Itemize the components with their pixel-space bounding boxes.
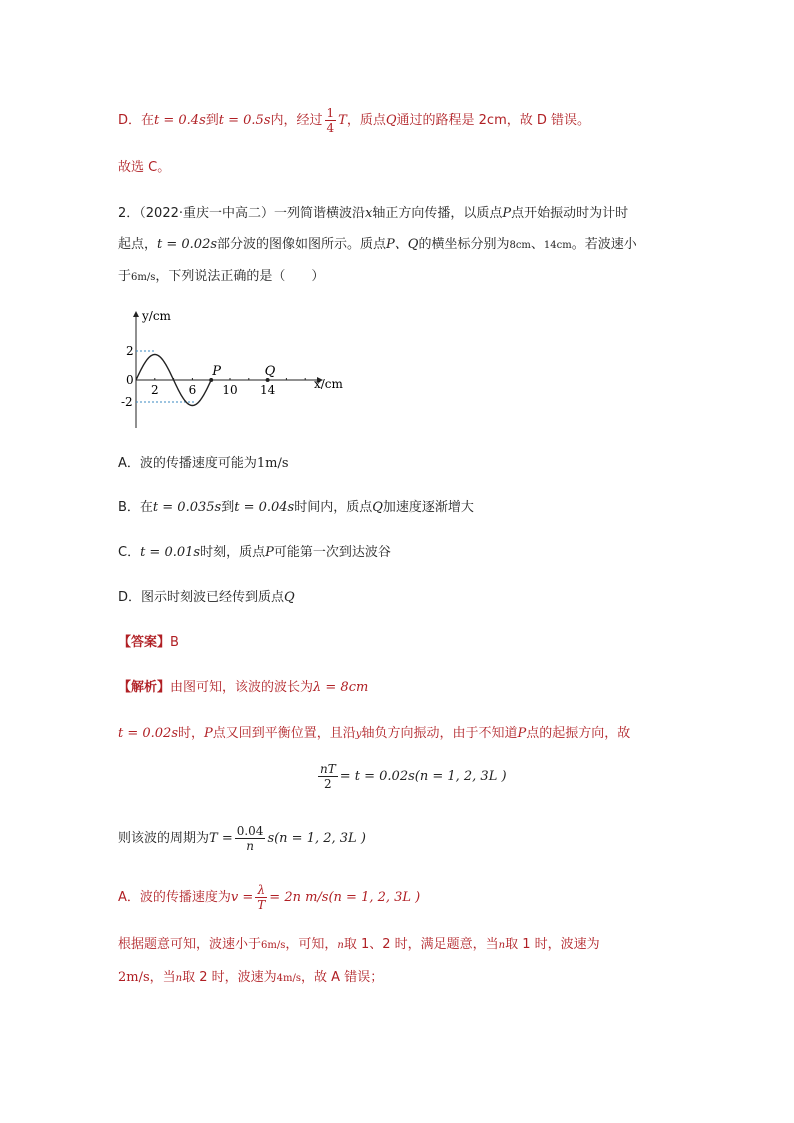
- y-tick-minus-2: -2: [121, 395, 133, 409]
- final-choice: 故选 C。: [118, 160, 171, 175]
- question-2-line-3: 于6m/s，下列说法正确的是（ ）: [118, 269, 325, 284]
- question-2-line-2: 起点，t = 0.02s部分波的图像如图所示。质点P、Q的横坐标分别为8cm、14cm。若波速小: [118, 237, 637, 252]
- y-tick-0: 0: [126, 373, 134, 387]
- answer: 【答案】B: [118, 635, 179, 650]
- option-d: D．图示时刻波已经传到质点Q: [118, 590, 295, 605]
- x-tick-6: 6: [188, 383, 197, 397]
- point-p-label: P: [212, 364, 221, 379]
- x-tick-2: 2: [150, 383, 159, 397]
- y-tick-2: 2: [126, 344, 134, 358]
- analysis-line-4: 则该波的周期为T = $\frac{0.04}{n}$ s(n = 1, 2, 3L ): [118, 824, 366, 853]
- analysis-line-7: 2m/s，当n取 2 时，波速为4m/s，故 A 错误；: [118, 970, 384, 985]
- option-a: A．波的传播速度可能为1m/s: [118, 456, 289, 471]
- x-tick-14: 14: [259, 383, 276, 397]
- x-axis-label: x/cm: [314, 377, 343, 391]
- wave-graph: [112, 306, 352, 436]
- analysis-line-1: 【解析】由图可知，该波的波长为λ = 8cm: [118, 680, 369, 695]
- analysis-line-6: 根据题意可知，波速小于6m/s，可知，n取 1、2 时，满足题意，当n取 1 时，波速为: [118, 937, 600, 952]
- option-b: B．在t = 0.035s到t = 0.04s时间内，质点Q加速度逐渐增大: [118, 500, 474, 515]
- fraction-one-quarter: $\frac{1}{4}$: [326, 106, 335, 135]
- analysis-line-2: t = 0.02s时，P点又回到平衡位置，且沿y轴负方向振动，由于不知道P点的起振方向，故: [118, 726, 631, 741]
- x-tick-10: 10: [222, 383, 238, 397]
- y-axis-label: y/cm: [142, 309, 171, 323]
- question-2-line-1: 2．（2022·重庆一中高二）一列简谐横波沿x轴正方向传播，以质点P点开始振动时为计时: [118, 206, 629, 221]
- option-c: C．t = 0.01s时刻，质点P可能第一次到达波谷: [118, 545, 391, 560]
- option-d-explanation: D．在t = 0.4s到t = 0.5s内，经过 $\frac{1}{4}$ T，质点Q通过的路程是 2cm，故 D 错误。: [118, 106, 591, 135]
- analysis-line-5: A．波的传播速度为v = $\frac{\lambda}{T}$ = 2n m/s(n = 1, 2, 3L ): [118, 883, 421, 912]
- analysis-equation-1: $\frac{nT}{2}$ = t = 0.02s(n = 1, 2, 3L ): [320, 762, 507, 791]
- point-q-label: Q: [264, 364, 276, 379]
